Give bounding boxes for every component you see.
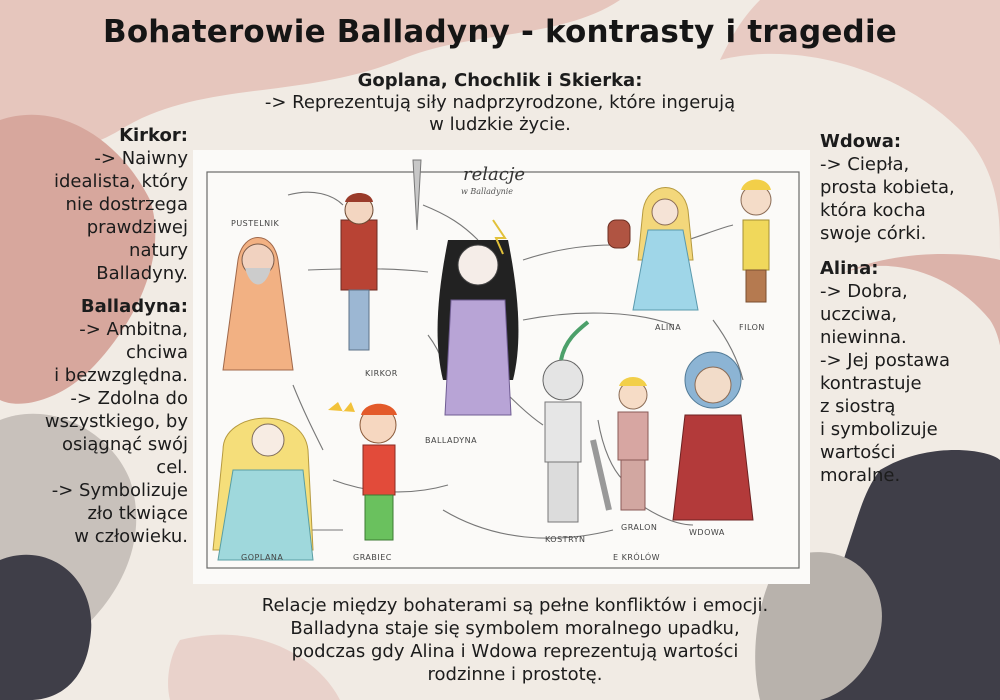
supernatural-text: -> Reprezentują siły nadprzyrodzone, które ingerują w ludzkie życie.	[264, 92, 736, 135]
summary-text: Relacje między bohaterami są pełne konfliktów i emocji. Balladyna staje się symbolem moralnego upadku, podczas gdy Alina i Wdowa reprezentują wartości rodzinne i prostotę.	[261, 595, 769, 685]
kirkor-heading: Kirkor:	[119, 125, 188, 146]
figure-alina	[608, 188, 698, 311]
figure-kostryn	[543, 322, 609, 522]
figure-filon	[741, 180, 771, 303]
figure-gralon	[618, 377, 648, 510]
label-kirkor: KIRKOR	[365, 369, 398, 378]
label-filon: FILON	[739, 323, 765, 332]
label-krolowie: E KRÓLÓW	[613, 553, 661, 562]
label-balladyna: BALLADYNA	[425, 436, 478, 445]
wdowa-text: -> Ciepła, prosta kobieta, która kocha swoje córki.	[820, 154, 955, 244]
supernatural-heading: Goplana, Chochlik i Skierka:	[357, 70, 643, 91]
page-title: Bohaterowie Balladyny - kontrasty i tragedie	[102, 14, 898, 50]
left-column	[10, 124, 188, 548]
figure-grabiec	[328, 402, 397, 540]
right-column	[820, 130, 990, 487]
wdowa-heading: Wdowa:	[820, 131, 902, 152]
figure-pustelnik	[223, 238, 293, 371]
label-kostryn: KOSTRYN	[545, 535, 586, 544]
alina-text: -> Dobra, uczciwa, niewinna. -> Jej postawa kontrastuje z siostrą i symbolizuje wartości moralne.	[820, 281, 951, 486]
figure-kirkor	[341, 160, 421, 350]
label-alina: ALINA	[655, 323, 682, 332]
figure-wdowa	[673, 352, 753, 520]
label-pustelnik: PUSTELNIK	[231, 219, 280, 228]
relations-illustration	[193, 150, 810, 584]
illustration-title: relacje	[463, 164, 526, 185]
supernatural-block	[200, 70, 800, 136]
illustration-drawing	[193, 150, 810, 584]
label-gralon: GRALON	[621, 523, 658, 532]
label-goplana: GOPLANA	[241, 553, 284, 562]
figure-goplana	[213, 418, 313, 560]
balladyna-text: -> Ambitna, chciwa i bezwzględna. -> Zdolna do wszystkiego, by osiągnąć swój cel. -> Symbolizuje zło tkwiące w człowieku.	[44, 319, 188, 547]
illustration-subtitle: w Balladynie	[461, 187, 514, 196]
label-wdowa: WDOWA	[689, 528, 725, 537]
figure-balladyna	[438, 220, 519, 415]
balladyna-heading: Balladyna:	[80, 296, 188, 317]
kirkor-text: -> Naiwny idealista, który nie dostrzega prawdziwej natury Balladyny.	[54, 148, 188, 284]
label-grabiec: GRABIEC	[353, 553, 392, 562]
alina-heading: Alina:	[820, 258, 879, 279]
